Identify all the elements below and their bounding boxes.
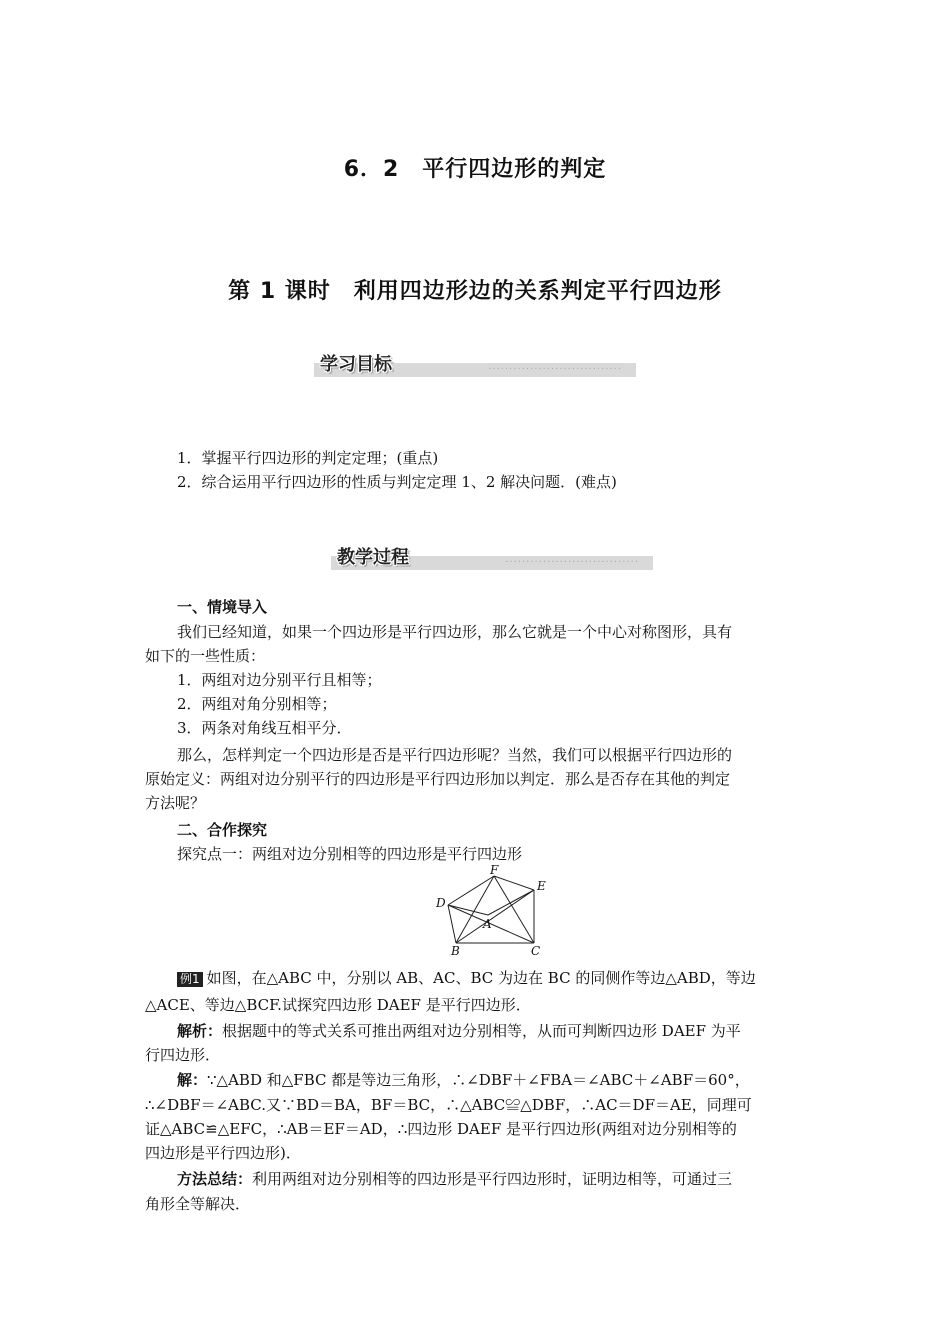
analysis-line: 行四边形． bbox=[145, 1046, 221, 1064]
solution-line: ∴∠DBF＝∠ABC.又∵BD＝BA，BF＝BC，∴△ABC≌△DBF，∴AC＝DF＝AE，同理可 bbox=[145, 1096, 752, 1114]
probe-heading: 探究点一：两组对边分别相等的四边形是平行四边形 bbox=[177, 845, 523, 863]
example-text: 如图，在△ABC 中，分别以 AB、AC、BC 为边在 BC 的同侧作等边△ABD，等边 bbox=[206, 969, 756, 987]
example-line bbox=[177, 966, 807, 990]
solution-text: ∵△ABD 和△FBC 都是等边三角形，∴∠DBF＋∠FBA＝∠ABC＋∠ABF＝60°， bbox=[207, 1071, 750, 1089]
edge-BE bbox=[456, 890, 534, 943]
page-title: 6．2 平行四边形的判定 bbox=[343, 157, 607, 182]
lesson-title: 第 1 课时 利用四边形边的关系判定平行四边形 bbox=[228, 279, 722, 304]
solution-line: 证△ABC≌△EFC，∴AB＝EF＝AD，∴四边形 DAEF 是平行四边形(两组对边分别相等的 bbox=[145, 1120, 737, 1138]
section-heading-1: 一、情境导入 bbox=[177, 598, 268, 616]
analysis-text: 根据题中的等式关系可推出两组对边分别相等，从而可判断四边形 DAEF 为平 bbox=[222, 1022, 741, 1040]
property-3: 3．两条对角线互相平分． bbox=[177, 719, 352, 737]
paragraph-line: 原始定义：两组对边分别平行的四边形是平行四边形加以判定．那么是否存在其他的判定 bbox=[145, 770, 731, 788]
paragraph-line: 我们已经知道，如果一个四边形是平行四边形，那么它就是一个中心对称图形，具有 bbox=[177, 623, 733, 641]
label-D: D bbox=[436, 896, 446, 910]
summary-line: 角形全等解决． bbox=[145, 1195, 251, 1213]
analysis-line bbox=[177, 1019, 807, 1043]
banner-dots: ································ bbox=[505, 557, 639, 568]
geometry-figure bbox=[430, 862, 560, 958]
banner-label-process: 教学过程 bbox=[337, 547, 409, 568]
section-heading-2: 二、合作探究 bbox=[177, 821, 268, 839]
label-A: A bbox=[483, 917, 492, 931]
paragraph-line: 那么，怎样判定一个四边形是否是平行四边形呢？当然，我们可以根据平行四边形的 bbox=[177, 746, 733, 764]
objective-2: 2．综合运用平行四边形的性质与判定定理 1、2 解决问题．(难点) bbox=[177, 473, 617, 491]
edge-FC bbox=[494, 876, 534, 943]
objective-1: 1．掌握平行四边形的判定定理；(重点) bbox=[177, 449, 439, 467]
label-E: E bbox=[537, 879, 546, 893]
banner-label-objectives: 学习目标 bbox=[320, 354, 392, 375]
edge-AE bbox=[488, 890, 534, 915]
solution-line bbox=[177, 1068, 807, 1092]
property-2: 2．两组对角分别相等； bbox=[177, 695, 337, 713]
label-B: B bbox=[451, 944, 460, 958]
edge-BF bbox=[456, 876, 494, 943]
summary-line bbox=[177, 1167, 807, 1191]
label-C: C bbox=[531, 944, 541, 958]
solution-line: 四边形是平行四边形)． bbox=[145, 1144, 301, 1162]
paragraph-line: 如下的一些性质： bbox=[145, 647, 266, 665]
paragraph-line: 方法呢？ bbox=[145, 794, 206, 812]
example-line: △ACE、等边△BCF.试探究四边形 DAEF 是平行四边形． bbox=[145, 996, 531, 1014]
summary-label: 方法总结： bbox=[177, 1170, 253, 1188]
example-tag: 例1 bbox=[177, 972, 203, 987]
summary-text: 利用两组对边分别相等的四边形是平行四边形时，证明边相等，可通过三 bbox=[252, 1170, 733, 1188]
edge-FE bbox=[494, 876, 534, 890]
banner-dots: ································ bbox=[488, 364, 622, 375]
analysis-label: 解析： bbox=[177, 1022, 223, 1040]
label-F: F bbox=[490, 863, 499, 877]
solution-label: 解： bbox=[177, 1071, 208, 1089]
property-1: 1．两组对边分别平行且相等； bbox=[177, 671, 382, 689]
edge-DF bbox=[448, 876, 494, 905]
edge-BD bbox=[448, 905, 456, 943]
